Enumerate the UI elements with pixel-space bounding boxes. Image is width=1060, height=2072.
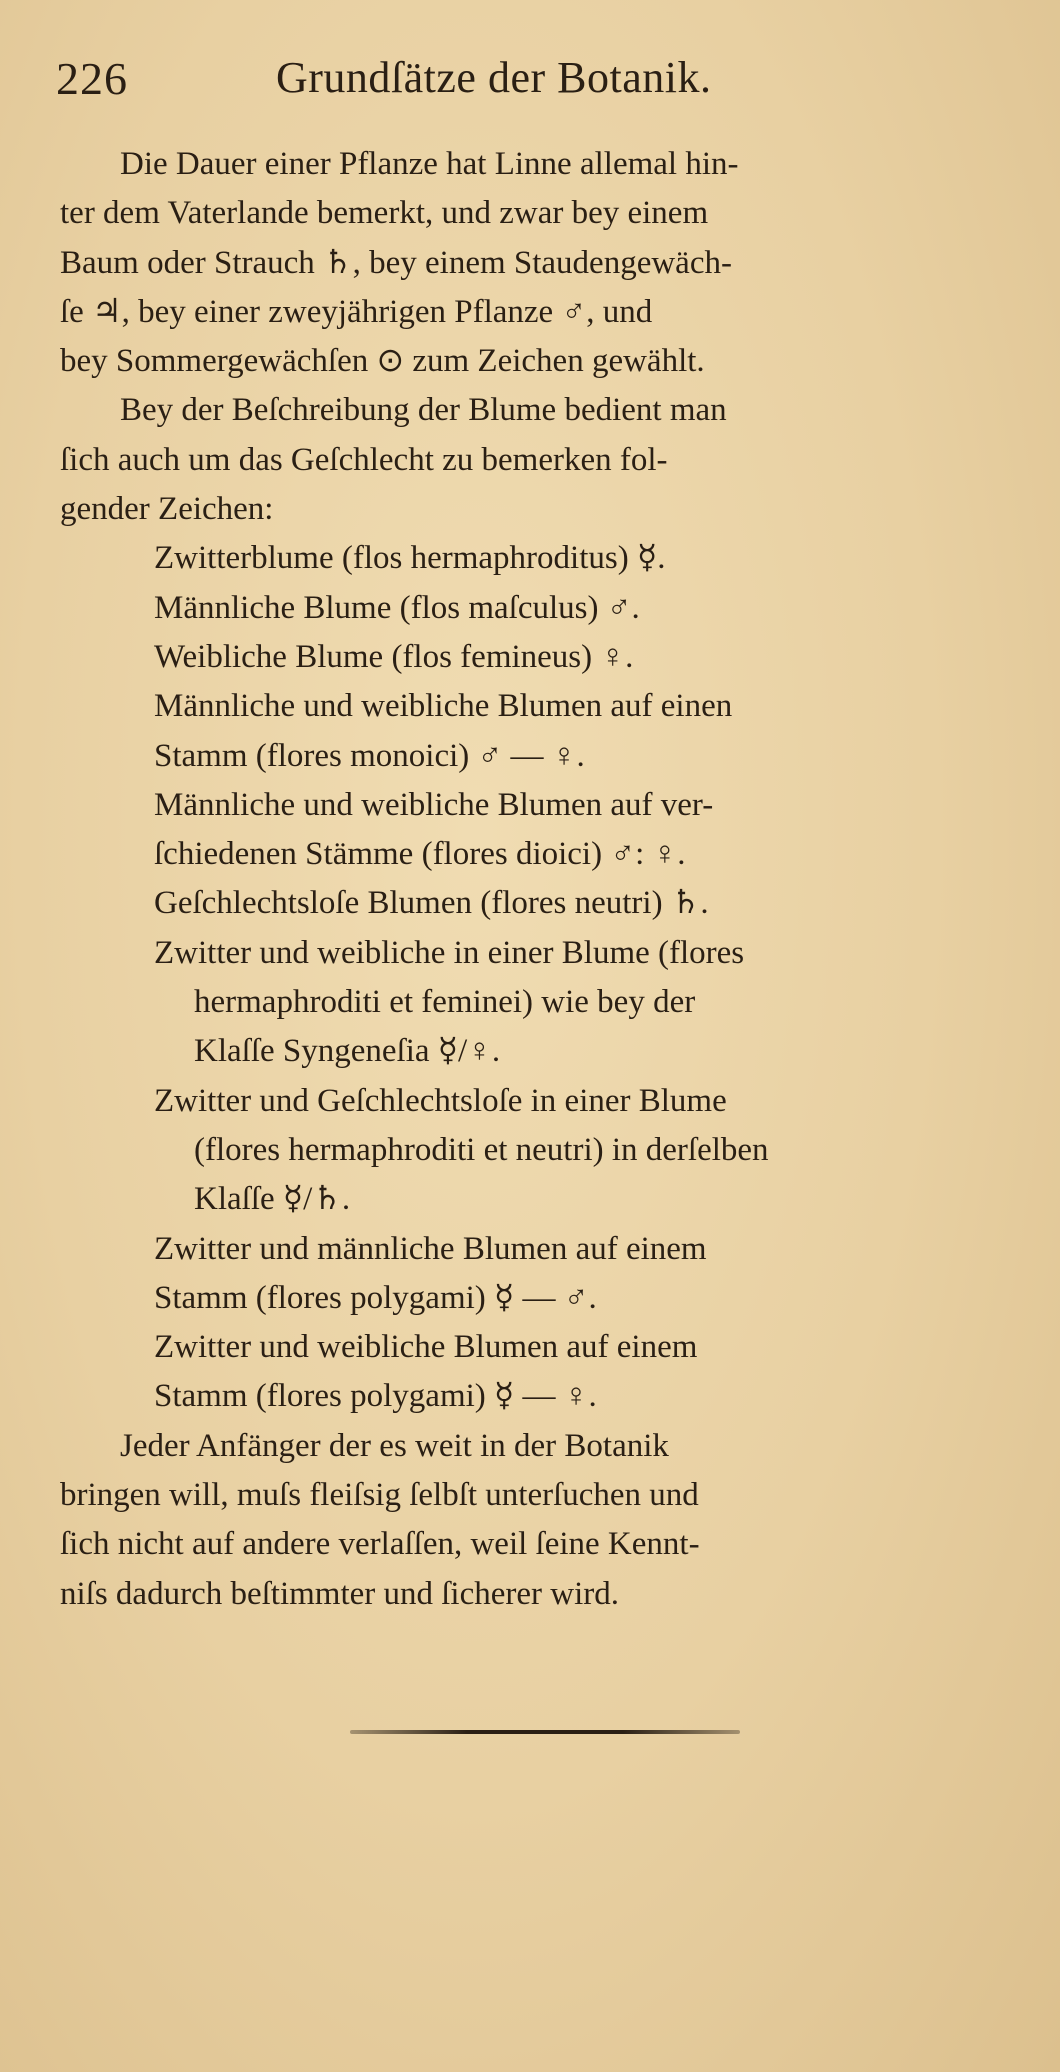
text-line: bey Sommergewächſen ⊙ zum Zeichen gewählt. bbox=[60, 343, 705, 380]
list-item: Weibliche Blume (flos femineus) ♀. bbox=[154, 638, 634, 675]
list-item: Männliche Blume (flos maſculus) ♂. bbox=[154, 589, 640, 626]
list-item: Zwitterblume (flos hermaphroditus) ☿. bbox=[154, 540, 666, 577]
list-item-continuation: Klaſſe ☿/♄. bbox=[194, 1181, 351, 1218]
page-number: 226 bbox=[56, 53, 128, 104]
list-item-continuation: hermaphroditi et feminei) wie bey der bbox=[194, 984, 696, 1021]
list-item: ſchiedenen Stämme (flores dioici) ♂: ♀. bbox=[154, 836, 686, 873]
list-item: Zwitter und Geſchlechtsloſe in einer Blume bbox=[154, 1082, 727, 1119]
list-item: Stamm (flores monoici) ♂ — ♀. bbox=[154, 737, 585, 774]
list-item: Geſchlechtsloſe Blumen (flores neutri) ♄. bbox=[154, 885, 709, 922]
list-item: Zwitter und weibliche Blumen auf einem bbox=[154, 1329, 698, 1366]
section-end-rule bbox=[350, 1730, 740, 1734]
list-item-continuation: (flores hermaphroditi et neutri) in derſelben bbox=[194, 1131, 769, 1168]
list-item: Stamm (flores polygami) ☿ — ♀. bbox=[154, 1378, 597, 1415]
text-line: ter dem Vaterlande bemerkt, und zwar bey einem bbox=[60, 195, 709, 232]
text-line: gender Zeichen: bbox=[60, 491, 274, 528]
text-line: Die Dauer einer Pflanze hat Linne allemal hin- bbox=[120, 146, 739, 182]
list-item: Männliche und weibliche Blumen auf ver- bbox=[154, 786, 714, 823]
text-line: bringen will, muſs fleiſsig ſelbſt unterſuchen und bbox=[60, 1477, 699, 1514]
list-item: Stamm (flores polygami) ☿ — ♂. bbox=[154, 1279, 597, 1316]
page-header bbox=[56, 44, 956, 114]
text-line: ſe ♃, bey einer zweyjährigen Pflanze ♂, und bbox=[60, 293, 653, 330]
text-line: niſs dadurch beſtimmter und ſicherer wird. bbox=[60, 1575, 620, 1612]
text-line: ſich nicht auf andere verlaſſen, weil ſeine Kennt- bbox=[60, 1526, 700, 1563]
list-item-continuation: Klaſſe Syngeneſia ☿/♀. bbox=[194, 1033, 501, 1070]
list-item: Zwitter und männliche Blumen auf einem bbox=[154, 1230, 707, 1267]
text-line: ſich auch um das Geſchlecht zu bemerken fol- bbox=[60, 441, 668, 478]
body-text bbox=[60, 140, 1030, 1619]
list-item: Zwitter und weibliche in einer Blume (flores bbox=[154, 934, 745, 971]
text-line: Baum oder Strauch ♄, bey einem Staudengewäch- bbox=[60, 244, 732, 281]
list-item: Männliche und weibliche Blumen auf einen bbox=[154, 688, 733, 725]
text-line: Jeder Anfänger der es weit in der Botanik bbox=[120, 1427, 669, 1464]
text-line: Bey der Beſchreibung der Blume bedient man bbox=[120, 392, 727, 429]
running-title: Grundſätze der Botanik. bbox=[276, 53, 712, 102]
